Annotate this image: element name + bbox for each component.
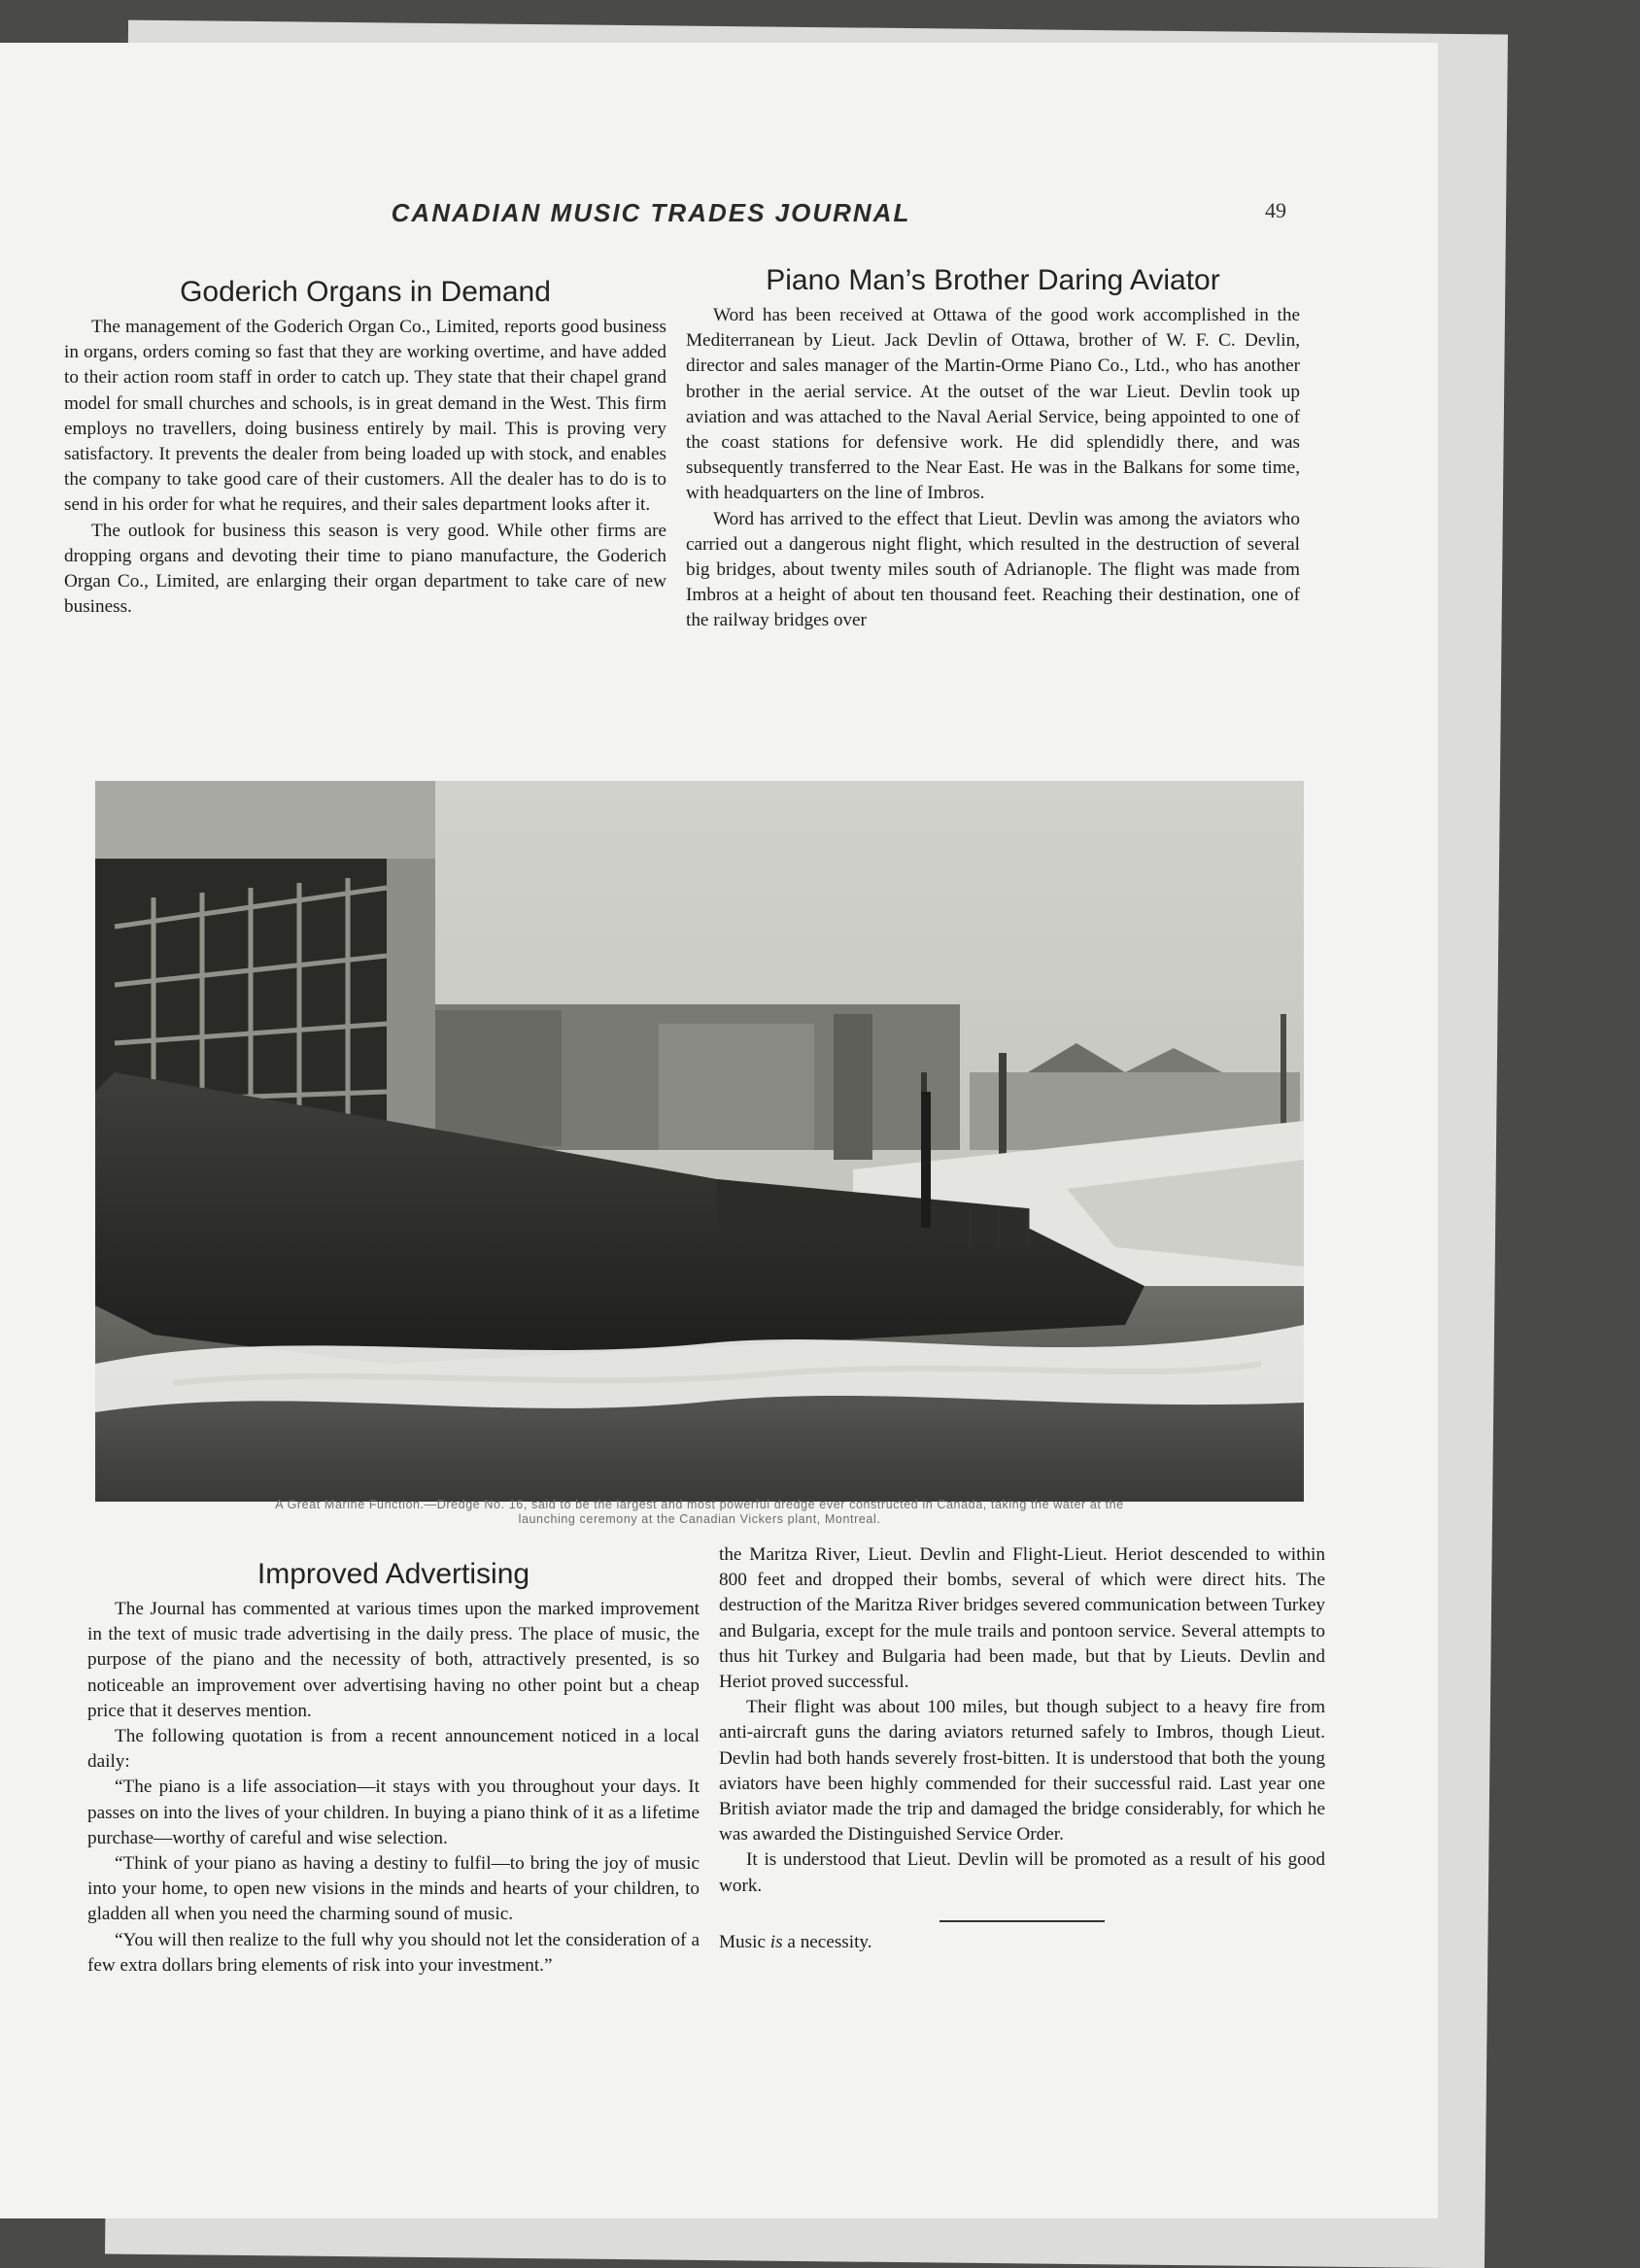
advertising-title: Improved Advertising — [256, 1558, 530, 1590]
goderich-paragraph-1: The management of the Goderich Organ Co., Limited, reports good business in organs, orders coming so fast that they are working overtime, and have added to their action room staff in order to catch up. They state that their chapel grand model for small churches and schools, is in great demand in the West. This firm employs no travellers, doing business entirely by mail. This is proving very satisfactory. It prevents the dealer from being loaded up with stock, and enables the company to take good care of their customers. All the dealer has to do is to send in his order for what he requires, and their sales department looks after it. — [64, 317, 666, 516]
music-slogan — [719, 1930, 1325, 1955]
advertising-quote-1: “The piano is a life association—it stays with you throughout your days. It passes on into the lives of your children. In buying a piano think of it as a lifetime purchase—worthy of careful and wise selection. — [87, 1777, 700, 1848]
photo-caption-line-2: launching ceremony at the Canadian Vickers plant, Montreal. — [518, 1512, 881, 1526]
running-head: CANADIAN MUSIC TRADES JOURNAL — [391, 198, 911, 227]
aviator-article — [686, 264, 1300, 634]
slogan-emphasis: is — [769, 1931, 783, 1952]
magazine-page — [0, 43, 1438, 2218]
aviator-paragraph-2: Word has arrived to the effect that Lieut. Devlin was among the aviators who carried out a dangerous night flight, which resulted in the destruction of several big bridges, about twenty miles south of Adrianople. The flight was made from Imbros at a height of about ten thousand feet. Reaching their destination, one of the railway bridges over — [686, 508, 1300, 631]
goderich-paragraph-2: The outlook for business this season is very good. While other firms are dropping organs and devoting their time to piano manufacture, the Goderich Organ Co., Limited, are enlarging their organ department to take care of new business. — [64, 520, 666, 618]
photo-caption-line-1: A Great Marine Function.—Dredge No. 16, said to be the largest and most powerful dredge ever constructed in Canada, taking the water at the — [275, 1498, 1124, 1511]
goderich-article — [64, 276, 666, 620]
aviator-article-continued — [719, 1542, 1325, 1955]
slogan-after: a necessity. — [782, 1931, 872, 1952]
goderich-title: Goderich Organs in Demand — [180, 276, 551, 308]
advertising-quote-2: “Think of your piano as having a destiny to fulfil—to bring the joy of music into your home, to open new visions in the minds and hearts of your children, to gladden all when you need the charming sound of music. — [87, 1853, 700, 1925]
advertising-quote-3: “You will then realize to the full why you should not let the consideration of a few extra dollars bring elements of risk into your investment.” — [87, 1929, 700, 1976]
aviator-paragraph-1: Word has been received at Ottawa of the good work accomplished in the Mediterranean by Lieut. Jack Devlin of Ottawa, brother of W. F. C. Devlin, director and sales manager of the Martin-Orme Piano Co., Ltd., who has another brother in the aerial service. At the outset of the war Lieut. Devlin took up aviation and was attached to the Naval Aerial Service, being appointed to one of the coast stations for defensive work. He did splendidly there, and was subsequently transferred to the Near East. He was in the Balkans for some time, with headquarters on the line of Imbros. — [686, 305, 1300, 504]
section-rule — [940, 1920, 1105, 1922]
dredge-launch-image — [95, 781, 1304, 1502]
aviator-title: Piano Man’s Brother Daring Aviator — [766, 264, 1220, 296]
advertising-article — [87, 1558, 700, 1979]
dredge-photograph — [95, 781, 1304, 1502]
advertising-paragraph-2: The following quotation is from a recent announcement noticed in a local daily: — [87, 1726, 700, 1773]
slogan-before: Music — [719, 1931, 770, 1952]
aviator-continued-paragraph-2: Their flight was about 100 miles, but though subject to a heavy fire from anti-aircraft guns the daring aviators returned safely to Imbros, though Lieut. Devlin had both hands severely frost-bitten. It is understood that both the young aviators have been highly commended for their successful raid. Last year one British aviator made the trip and damaged the bridge considerably, for which he was awarded the Distinguished Service Order. — [719, 1697, 1325, 1845]
aviator-continued-paragraph-3: It is understood that Lieut. Devlin will be promoted as a result of his good work. — [719, 1849, 1325, 1896]
advertising-paragraph-1: The Journal has commented at various times upon the marked improvement in the text of music trade advertising in the daily press. The place of music, the purpose of the piano and the necessity of both, attractively presented, is so noticeable an improvement over advertising having no other point but a cheap price that it deserves mention. — [87, 1599, 700, 1721]
aviator-continued-paragraph-1: the Maritza River, Lieut. Devlin and Flight-Lieut. Heriot descended to within 800 feet and dropped their bombs, several of which were direct hits. The destruction of the Maritza River bridges severed communication between Turkey and Bulgaria, except for the mule trails and pontoon service. Several attempts to thus hit Turkey and Bulgaria had been made, but that by Lieuts. Devlin and Heriot proved successful. — [719, 1544, 1325, 1693]
page-number: 49 — [1265, 198, 1286, 222]
photo-caption — [78, 1498, 1321, 1527]
